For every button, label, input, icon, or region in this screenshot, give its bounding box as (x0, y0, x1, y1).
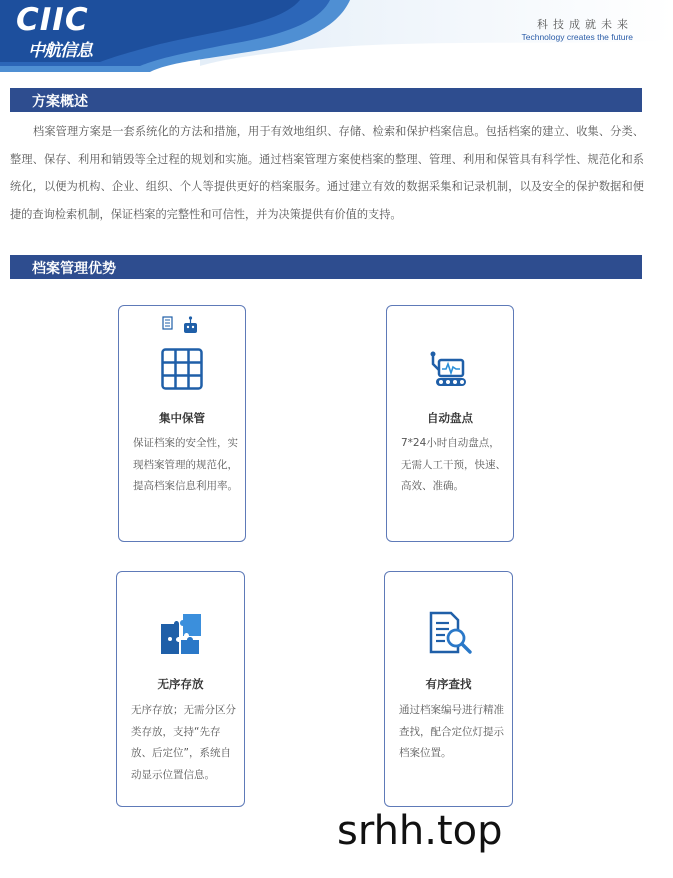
advantage-card-auto-inventory (386, 305, 514, 542)
logo-text: CIIC (16, 2, 89, 38)
document-search-icon (425, 610, 473, 656)
card-description: 通过档案编号进行精准查找，配合定位灯提示档案位置。 (399, 704, 504, 759)
logo-chinese-text: 中航信息 (28, 41, 92, 61)
robot-scanner-icon (429, 350, 471, 390)
watermark-text: srhh.top (337, 808, 503, 854)
page-header (0, 0, 673, 72)
card-description: 保证档案的安全性，实现档案管理的规范化，提高档案信息利用率。 (133, 437, 238, 492)
overview-paragraph: 档案管理方案是一套系统化的方法和措施，用于有效地组织、存储、检索和保护档案信息。包括档案的建立、收集、分类、整理、保存、利用和销毁等全过程的规划和实施。通过档案管理方案使档案的整理、管理、利用和保管具有科学性、规范化和系统化，以便为机构、企业、组织、个人等提供更好的档案服务。通过建立有效的数据采集和记录机制，以及安全的保护数据和便捷的查询检索机制，保证档案的完整性和可信性，并为决策提供有价值的支持。 (10, 125, 644, 221)
card-description: 无序存放；无需分区分类存放，支持“先存放、后定位”，系统自动显示位置信息。 (131, 704, 236, 781)
doc-robot-small-icons (160, 314, 204, 336)
grid-storage-icon (161, 348, 203, 390)
card-title: 有序查找 (425, 677, 472, 691)
puzzle-icon (157, 610, 205, 656)
advantages-heading: 档案管理优势 (32, 261, 116, 277)
advantage-card-centralized-storage (118, 305, 246, 542)
card-title: 自动盘点 (427, 411, 473, 425)
advantage-card-unordered-storage (116, 571, 245, 807)
overview-heading: 方案概述 (32, 94, 88, 110)
slogan-chinese: 科技成就未来 (537, 18, 633, 31)
card-title: 无序存放 (157, 677, 204, 691)
slogan-english: Technology creates the future (521, 32, 633, 42)
advantages-section-bar (10, 255, 642, 279)
card-description: 7*24小时自动盘点，无需人工干预，快速、高效、准确。 (401, 437, 506, 492)
card-title: 集中保管 (159, 411, 205, 425)
overview-section-bar (10, 88, 642, 112)
advantage-card-ordered-search (384, 571, 513, 807)
